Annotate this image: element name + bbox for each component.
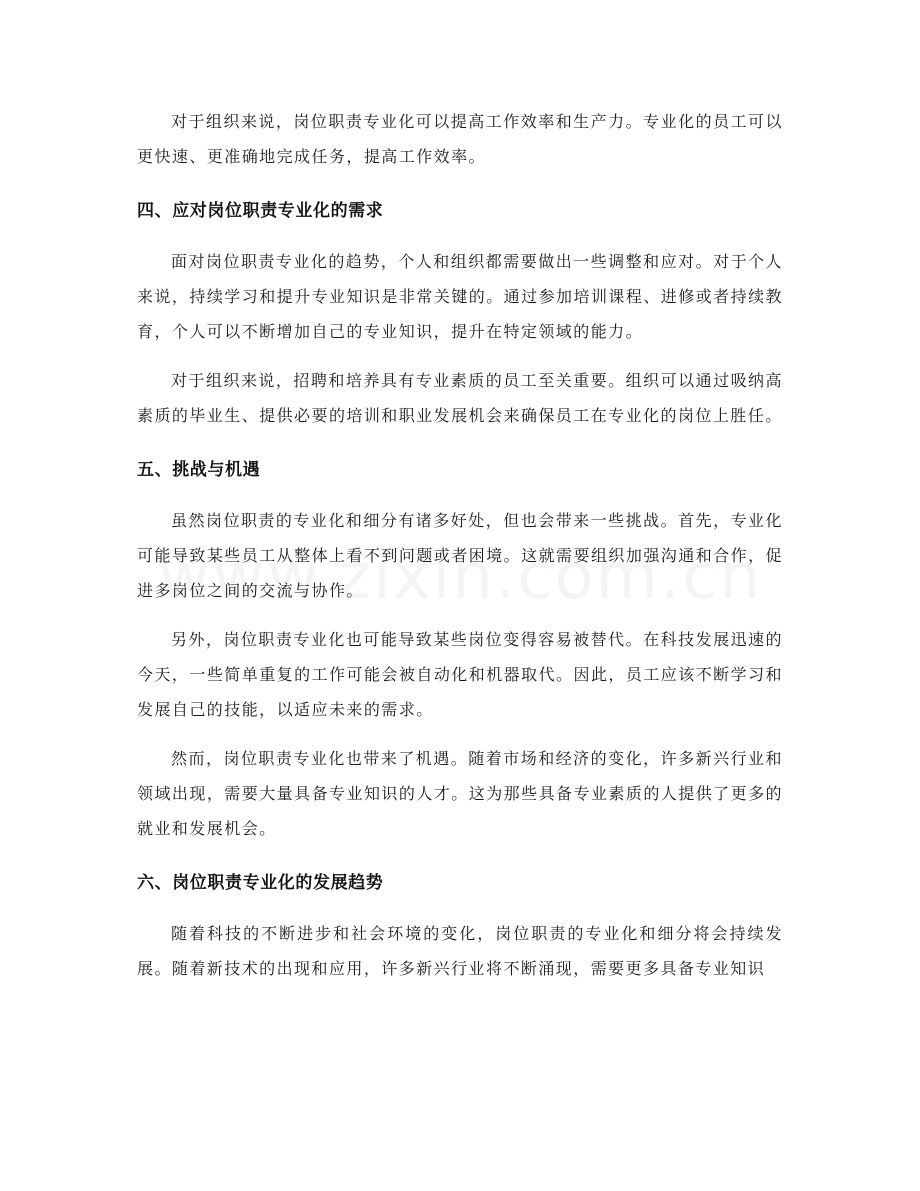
paragraph-development-trend: 随着科技的不断进步和社会环境的变化，岗位职责的专业化和细分将会持续发展。随着新技术的出现和应用，许多新兴行业将不断涌现，需要更多具备专业知识 <box>137 924 783 978</box>
heading-section-5: 五、挑战与机遇 <box>137 460 261 480</box>
paragraph-individual-response: 面对岗位职责专业化的趋势，个人和组织都需要做出一些调整和应对。对于个人来说，持续学习和提升专业知识是非常关键的。通过参加培训课程、进修或者持续教育，个人可以不断增加自己的专业知识，提升在特定领域的能力。 <box>137 252 783 341</box>
paragraph-opportunities: 然而，岗位职责专业化也带来了机遇。随着市场和经济的变化，许多新兴行业和领域出现，需要大量具备专业知识的人才。这为那些具备专业素质的人提供了更多的就业和发展机会。 <box>137 749 783 838</box>
heading-section-4: 四、应对岗位职责专业化的需求 <box>137 201 384 221</box>
document-body <box>137 104 783 986</box>
heading-section-6: 六、岗位职责专业化的发展趋势 <box>137 873 384 893</box>
paragraph-challenges: 虽然岗位职责的专业化和细分有诸多好处，但也会带来一些挑战。首先，专业化可能导致某些员工从整体上看不到问题或者困境。这就需要组织加强沟通和合作，促进多岗位之间的交流与协作。 <box>137 511 783 600</box>
paragraph-organization-efficiency: 对于组织来说，岗位职责专业化可以提高工作效率和生产力。专业化的员工可以更快速、更准确地完成任务，提高工作效率。 <box>137 112 783 166</box>
paragraph-replacement-risk: 另外，岗位职责专业化也可能导致某些岗位变得容易被替代。在科技发展迅速的今天，一些简单重复的工作可能会被自动化和机器取代。因此，员工应该不断学习和发展自己的技能，以适应未来的需求。 <box>137 630 783 719</box>
paragraph-organization-response: 对于组织来说，招聘和培养具有专业素质的员工至关重要。组织可以通过吸纳高素质的毕业生、提供必要的培训和职业发展机会来确保员工在专业化的岗位上胜任。 <box>137 371 783 425</box>
